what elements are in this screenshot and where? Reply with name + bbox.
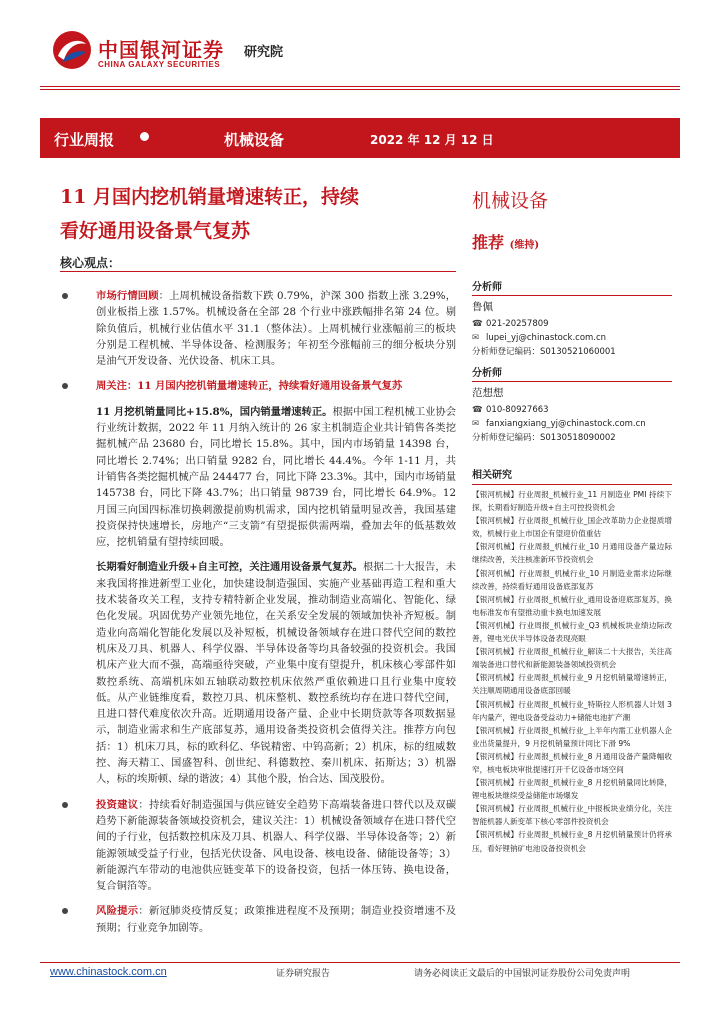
related-item[interactable]: 【银河机械】行业周报_机械行业_8 月挖机销量同比转降，锂电板块继续受益储能市场爆发 xyxy=(472,778,672,801)
analyst-name: 鲁佩 xyxy=(472,301,493,313)
analyst-phone-row xyxy=(472,403,672,417)
analyst-block-2 xyxy=(472,364,672,445)
rating-value: 推荐 xyxy=(472,233,505,252)
related-item[interactable]: 【银河机械】行业周报_机械行业_10 月通用设备产量边际继续改善，关注核准新环节投资机会 xyxy=(472,542,672,565)
related-item[interactable]: 【银河机械】行业周报_机械行业_8 月挖机销量预计仍将承压，看好锂钠矿电池设备投资机会 xyxy=(472,830,672,853)
analyst-phone-row xyxy=(472,317,672,331)
core-views-body xyxy=(60,288,456,945)
title-line-2: 看好通用设备景气复苏 xyxy=(60,220,251,242)
rating xyxy=(472,230,539,253)
core-views-heading: 核心观点： xyxy=(60,256,121,270)
footer-disclaimer: 请务必阅读正文最后的中国银河证券股份公司免责声明 xyxy=(414,969,631,979)
title-line-1: 11 月国内挖机销量增速转正，持续 xyxy=(60,186,360,208)
related-item[interactable]: 【银河机械】行业周报_机械行业_10 月制造业需求边际继续改善，持续看好通用设备底部复苏 xyxy=(472,568,672,591)
rating-note: (维持) xyxy=(509,240,540,251)
analyst-rule xyxy=(472,295,672,296)
report-date: 2022 年 12 月 12 日 xyxy=(370,133,494,147)
email-icon: ✉ xyxy=(472,333,480,343)
market-review-label: 市场行情回顾 xyxy=(96,290,159,302)
risk-warning-text: ：新冠肺炎疫情反复；政策推进程度不及预期；制造业投资增速不及预期；行业竞争加剧等。 xyxy=(96,905,457,934)
core-views-rule xyxy=(60,271,456,272)
related-item[interactable]: 【银河机械】行业周报_机械行业_上半年内需工业机器人企业出货量提升，9 月挖机销量预计同比下滑 9% xyxy=(472,725,672,748)
manufacturing-lead: 长期看好制造业升级+自主可控，关注通用设备景气复苏。 xyxy=(96,561,364,574)
report-banner xyxy=(40,118,680,158)
related-item[interactable]: 【银河机械】行业周报_机械行业_通用设备迎底部复苏，换电标准发布有望推动重卡换电加速发展 xyxy=(472,594,672,617)
excavator-paragraph xyxy=(60,404,456,551)
analyst-phone: 010-80927663 xyxy=(486,405,549,415)
weekly-focus-text: 11 月国内挖机销量增速转正，持续看好通用设备景气复苏 xyxy=(137,380,403,393)
related-item[interactable]: 【银河机械】行业周报_机械行业_9 月挖机销量增速转正，关注顺周期通用设备底部回暖 xyxy=(472,673,672,696)
report-title xyxy=(60,180,440,248)
analyst-email[interactable]: fanxiangxiang_yj@chinastock.com.cn xyxy=(486,419,646,429)
analyst-registration: 分析师登记编码：S0130518090002 xyxy=(472,433,616,443)
report-type: 行业周报 xyxy=(54,131,115,149)
header-rule-top xyxy=(40,86,680,87)
phone-icon: ☎ xyxy=(472,319,483,329)
bullet-dot-icon xyxy=(62,908,68,914)
institute-label: 研究院 xyxy=(244,45,284,60)
footer-url-link[interactable]: www.chinastock.com.cn xyxy=(50,966,167,978)
analyst-block-1 xyxy=(472,278,672,359)
related-item[interactable]: 【银河机械】行业周报_机械行业_国企改革助力企业提质增效，机械行业上市国企有望迎价值重估 xyxy=(472,516,672,539)
excavator-text: 根据中国工程机械工业协会行业统计数据，2022 年 11 月纳入统计的 26 家主机制造企业共计销售各类挖掘机械产品 23680 台，同比增长 15.8%。其中，国内市场销量 14398 台，同比增长 2.74%；出口销量 9282 台，同比增长 44.4%。今年 1-11 月，共计销售各类挖掘机械产品 244477 台，同比下降 23.3%。其中，国内市场销量 145738 台，同比下降 43.7%；出口销量 98739 台，同比增长 64.9%。12 月国三向国四标准切换刺激提前购机需求，国内挖机销量明显改善，我国基建投资保持快速增长，房地产“三支箭”有望提振供需两端，叠加去年的低基数效应，挖机销量有望持续回暖。 xyxy=(96,405,457,549)
analyst-email-row xyxy=(472,331,672,345)
related-rule xyxy=(472,484,672,485)
galaxy-logo-icon xyxy=(52,30,92,70)
excavator-lead: 11 月挖机销量同比+15.8%，国内销量增速转正。 xyxy=(96,405,333,418)
banner-sector: 机械设备 xyxy=(224,131,285,149)
bullet-risk-warning xyxy=(60,903,456,936)
related-item[interactable]: 【银河机械】行业周报_机械行业_特斯拉人形机器人计划 3 年内量产，锂电设备受益动力+储能电池扩产潮 xyxy=(472,699,672,722)
related-research xyxy=(472,466,672,855)
bullet-investment-advice xyxy=(60,797,456,895)
investment-advice-text: ：持续看好制造强国与供应链安全趋势下高端装备进口替代以及双碳趋势下新能源装备领域投资机会，建议关注：1）机械设备领域存在进口替代空间的子行业，包括数控机床及刀具、机器人、科学仪器、半导体设备等；2）新能源领域受益子行业，包括光伏设备、风电设备、核电设备、储能设备等；3）新能源汽车带动的电池供应链变革下的设备投资，包括一体压铸、换电设备，复合铜箔等。 xyxy=(96,798,457,893)
related-item[interactable]: 【银河机械】行业周报_机械行业_Q3 机械板块业绩边际改善，锂电光伏半导体设备表现亮眼 xyxy=(472,620,672,644)
company-name-cn: 中国银河证券 xyxy=(98,38,224,62)
bullet-dot-icon xyxy=(62,802,68,808)
investment-advice-label: 投资建议 xyxy=(96,798,139,811)
bullet-market-review xyxy=(60,288,456,369)
analyst-heading: 分析师 xyxy=(472,282,502,293)
header-rule-bottom xyxy=(40,89,680,90)
bullet-weekly-focus xyxy=(60,378,456,394)
related-item[interactable]: 【银河机械】行业周报_机械行业_8 月通用设备产量降幅收窄，核电板块审批提速打开千亿设备市场空间 xyxy=(472,751,672,774)
bullet-dot-icon xyxy=(62,383,68,389)
analyst-rule xyxy=(472,381,672,382)
weekly-focus-label: 周关注： xyxy=(96,380,138,393)
analyst-email-row xyxy=(472,417,672,431)
related-heading: 相关研究 xyxy=(472,470,512,481)
related-item[interactable]: 【银河机械】行业周报_机械行业_解读二十大报告，关注高端装备进口替代和新能源装备领域投资机会 xyxy=(472,647,672,670)
footer-doc-type: 证券研究报告 xyxy=(276,969,331,979)
related-item[interactable]: 【银河机械】行业周报_机械行业_中报板块业绩分化，关注智能机器人新变革下核心零部件投资机会 xyxy=(472,804,672,827)
company-name-en: CHINA GALAXY SECURITIES xyxy=(98,60,221,69)
banner-dot-icon xyxy=(140,132,149,141)
analyst-name: 范想想 xyxy=(472,387,504,399)
analyst-phone: 021-20257809 xyxy=(486,319,549,329)
phone-icon: ☎ xyxy=(472,405,483,415)
manufacturing-paragraph xyxy=(60,559,456,787)
bullet-dot-icon xyxy=(62,293,68,299)
risk-warning-label: 风险提示 xyxy=(96,905,139,918)
side-sector: 机械设备 xyxy=(472,190,549,212)
analyst-heading: 分析师 xyxy=(472,368,502,379)
market-review-text: ：上周机械设备指数下跌 0.79%，沪深 300 指数上涨 3.29%，创业板指上涨 1.57%。机械设备在全部 28 个行业中涨跌幅排名第 24 位。剔除负值后，机械行业估值水平 31.1（整体法）。上周机械行业涨幅前三的板块分别是工程机械、半导体设备、检测服务；年初至今涨幅前三的细分板块分别是油气开发设备、光伏设备、机床工具。 xyxy=(96,290,457,368)
footer-rule xyxy=(40,962,680,963)
analyst-email[interactable]: lupei_yj@chinastock.com.cn xyxy=(486,333,607,343)
related-item[interactable]: 【银河机械】行业周报_机械行业_11 月制造业 PMI 持续下探，长期看好制造升级+自主可控投资机会 xyxy=(472,490,672,513)
email-icon: ✉ xyxy=(472,419,480,429)
manufacturing-text: 根据二十大报告，未来我国将推进新型工业化，加快建设制造强国、实施产业基础再造工程和重大技术装备攻关工程，支持专精特新企业发展，推动制造业高端化、智能化、绿色化发展。巩固优势产业领先地位，在关系安全发展的领域加快补齐短板。制造业向高端化智能化发展以及补短板，机械设备领域存在进口替代空间的数控机床及刀具、机器人、科学仪器、半导体设备等均具备较强的投资机会。我国机床产业大而不强，高端亟待突破，产业集中度有望提升，机床核心零部件如数控系统、高端机床如五轴联动数控机床依然严重依赖进口且行业集中度较低。从产业链维度看，数控刀具、机床整机、数控系统均存在进口替代空间，且进口替代难度依次升高。近期通用设备产量、企业中长期贷款等各项数据显示，制造业需求和生产底部复苏，通用设备类投资机会值得关注。推荐方向包括：1）机床刀具，标的欧科亿、华锐精密、中钨高新；2）机床，标的纽威数控、海天精工、国盛智科、创世纪、科德数控、秦川机床、拓斯达；3）机器人，标的埃斯顿、绿的谐波；4）其他个股，怡合达、国茂股份。 xyxy=(96,561,457,786)
analyst-registration: 分析师登记编码：S0130521060001 xyxy=(472,347,616,357)
